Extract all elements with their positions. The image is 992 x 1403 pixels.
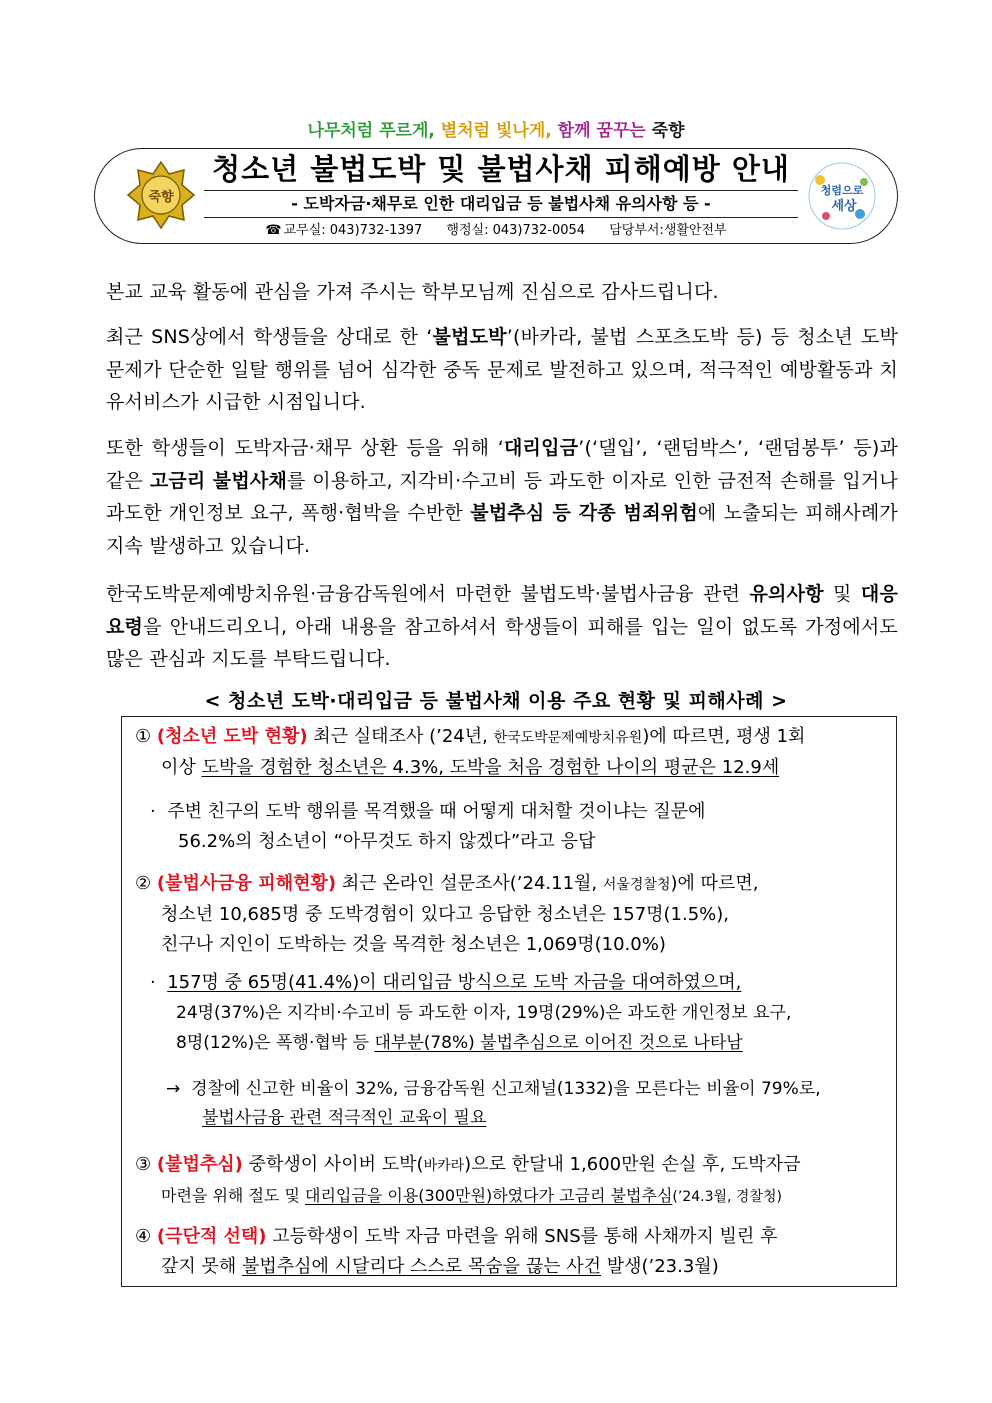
integrity-logo-icon bbox=[806, 160, 878, 232]
item-label: (불법사금융 피해현황) bbox=[156, 873, 337, 894]
text-segment: )에 따르면, bbox=[670, 873, 759, 894]
text-line: 친구나 지인이 도박하는 것을 목격한 청소년은 1,069명(10.0%) bbox=[161, 934, 666, 955]
item-label: (불법추심) bbox=[156, 1154, 243, 1175]
text-segment: )으로 한달내 1,600만원 손실 후, 도박자금 bbox=[464, 1154, 801, 1175]
slogan-part-2: 별처럼 빛나게, bbox=[440, 121, 552, 141]
source-text: (’24.3월, 경찰청) bbox=[672, 1189, 782, 1205]
text-segment: 에 노출되는 피해사례가 지속 발생하고 있습니다. bbox=[106, 502, 898, 557]
text-emphasis: 대리입금 bbox=[503, 437, 579, 459]
document-title: 청소년 불법도박 및 불법사채 피해예방 안내 bbox=[212, 152, 790, 186]
text-segment: 최근 SNS상에서 학생들을 상대로 한 ‘ bbox=[106, 326, 433, 348]
item-number: ② bbox=[135, 873, 152, 894]
contact-department: 담당부서:생활안전부 bbox=[609, 223, 727, 238]
text-segment: 또한 학생들이 도박자금·채무 상환 등을 위해 ‘ bbox=[106, 437, 504, 459]
text-segment: 및 bbox=[823, 583, 861, 605]
text-segment: 최근 실태조사 (’24년, bbox=[307, 726, 494, 747]
item-number: ① bbox=[135, 726, 152, 747]
bullet-2 bbox=[150, 968, 887, 1058]
case-item-2 bbox=[135, 869, 887, 960]
paragraph-gambling bbox=[106, 321, 898, 419]
text-emphasis: 대응요령 bbox=[106, 583, 898, 638]
source-text: 한국도박문제예방치유원 bbox=[493, 730, 643, 746]
text-segment: 56.2%의 청소년이 “아무것도 하지 않겠다”라고 응답 bbox=[178, 831, 596, 852]
paragraph-greeting: 본교 교육 활동에 관심을 가져 주시는 학부모님께 진심으로 감사드립니다. bbox=[106, 281, 719, 303]
bullet-dot: · bbox=[150, 801, 156, 822]
phone-icon: ☎ bbox=[265, 223, 282, 238]
text-emphasis: 유의사항 bbox=[749, 583, 824, 605]
bullet-dot: · bbox=[150, 972, 156, 993]
text-segment: 최근 온라인 설문조사(’24.11월, bbox=[336, 873, 603, 894]
text-segment: 발생(’23.3월) bbox=[600, 1256, 719, 1277]
school-emblem-icon bbox=[126, 160, 196, 230]
text-line: 청소년 10,685명 중 도박경험이 있다고 응답한 청소년은 157명(1.5%), bbox=[161, 904, 730, 925]
text-segment: 을 안내드리오니, 아래 내용을 참고하셔서 학생들이 피해를 입는 일이 없도록 가정에서도 많은 관심과 지도를 부탁드립니다. bbox=[106, 615, 898, 670]
item-number: ④ bbox=[135, 1226, 152, 1247]
underlined-text: 대부분(78%) 불법추심으로 이어진 것으로 나타남 bbox=[374, 1033, 743, 1053]
contact-line bbox=[204, 218, 798, 244]
paragraph-loans bbox=[106, 432, 898, 562]
text-segment: 고등학생이 도박 자금 마련을 위해 SNS를 통해 사채까지 빌린 후 bbox=[266, 1226, 778, 1247]
text-emphasis: 불법도박 bbox=[432, 326, 507, 348]
bullet-1 bbox=[150, 797, 887, 857]
emblem-text: 죽향 bbox=[148, 190, 174, 205]
contact-admin: 행정실: 043)732-0054 bbox=[446, 223, 586, 238]
section-title: < 청소년 도박·대리입금 등 불법사채 이용 주요 현황 및 피해사례 > bbox=[204, 690, 788, 712]
underlined-text: 불법추심에 시달리다 스스로 목숨을 끊는 사건 bbox=[242, 1256, 601, 1277]
text-emphasis: 불법추심 등 각종 범죄위험 bbox=[470, 502, 698, 524]
underlined-text: 157명 중 65명(41.4%)이 대리입금 방식으로 도박 자금을 대여하였으며, bbox=[167, 972, 742, 993]
underlined-text: 대리입금을 이용(300만원)하였다가 고금리 불법추심 bbox=[305, 1186, 673, 1205]
school-slogan bbox=[0, 116, 992, 141]
item-number: ③ bbox=[135, 1154, 152, 1175]
text-segment: 24명(37%)은 지각비·수고비 등 과도한 이자, 19명(29%)은 과도한 개인정보 요구, bbox=[176, 1003, 792, 1023]
source-text: 서울경찰청 bbox=[602, 877, 671, 893]
case-item-1 bbox=[135, 722, 887, 783]
arrow-icon: → bbox=[166, 1079, 181, 1099]
text-segment: ’(‘댈입’, ‘랜덤박스’, ‘랜덤봉투’ 등)과 같은 bbox=[106, 437, 898, 492]
text-segment: 중학생이 사이버 도박( bbox=[242, 1154, 424, 1175]
case-item-3 bbox=[135, 1150, 887, 1212]
case-item-4 bbox=[135, 1222, 887, 1282]
slogan-part-3: 함께 꿈꾸는 bbox=[557, 121, 646, 141]
slogan-part-4: 죽향 bbox=[651, 121, 685, 141]
underlined-text: 도박을 경험한 청소년은 4.3%, 도박을 처음 경험한 나이의 평균은 12.9세 bbox=[201, 757, 780, 778]
source-text: 바카라 bbox=[423, 1158, 465, 1174]
text-segment: 주변 친구의 도박 행위를 목격했을 때 어떻게 대처할 것이냐는 질문에 bbox=[167, 801, 706, 822]
text-segment: ’(바카라, 불법 스포츠도박 등) 등 청소년 도박 문제가 단순한 일탈 행위를 넘어 심각한 중독 문제로 발전하고 있으며, 적극적인 예방활동과 치유서비스가 시급한 시점입니다. bbox=[106, 326, 899, 413]
text-segment: 갚지 못해 bbox=[161, 1256, 242, 1277]
text-segment: 마련을 위해 절도 및 bbox=[161, 1186, 305, 1205]
logo-text-1: 청렴으로 bbox=[820, 184, 864, 197]
text-emphasis: 고금리 불법사채 bbox=[149, 469, 287, 492]
text-segment: )에 따르면, 평생 1회 bbox=[642, 726, 806, 747]
contact-office: 교무실: 043)732-1397 bbox=[283, 223, 423, 238]
text-segment: 한국도박문제예방치유원·금융감독원에서 마련한 불법도박·불법사금융 관련 bbox=[106, 583, 750, 605]
paragraph-request bbox=[106, 578, 898, 676]
slogan-part-1: 나무처럼 푸르게, bbox=[307, 121, 435, 141]
item-label: (청소년 도박 현황) bbox=[156, 726, 308, 747]
text-segment: 이상 bbox=[161, 757, 202, 778]
underlined-text: 불법사금융 관련 적극적인 교육이 필요 bbox=[202, 1108, 487, 1128]
text-segment: 8명(12%)은 폭행·협박 등 bbox=[176, 1033, 375, 1053]
item-label: (극단적 선택) bbox=[156, 1226, 267, 1247]
text-segment: 를 이용하고, 지각비·수고비 등 과도한 이자로 인한 금전적 손해를 입거나 과도한 개인정보 요구, 폭행·협박을 수반한 bbox=[106, 469, 898, 524]
arrow-note bbox=[166, 1075, 887, 1133]
logo-text-2: 세상 bbox=[831, 199, 857, 214]
text-segment: 경찰에 신고한 비율이 32%, 금융감독원 신고채널(1332)을 모른다는 비율이 79%로, bbox=[191, 1079, 821, 1099]
document-subtitle: - 도박자금·채무로 인한 대리입금 등 불법사채 유의사항 등 - bbox=[204, 190, 798, 218]
